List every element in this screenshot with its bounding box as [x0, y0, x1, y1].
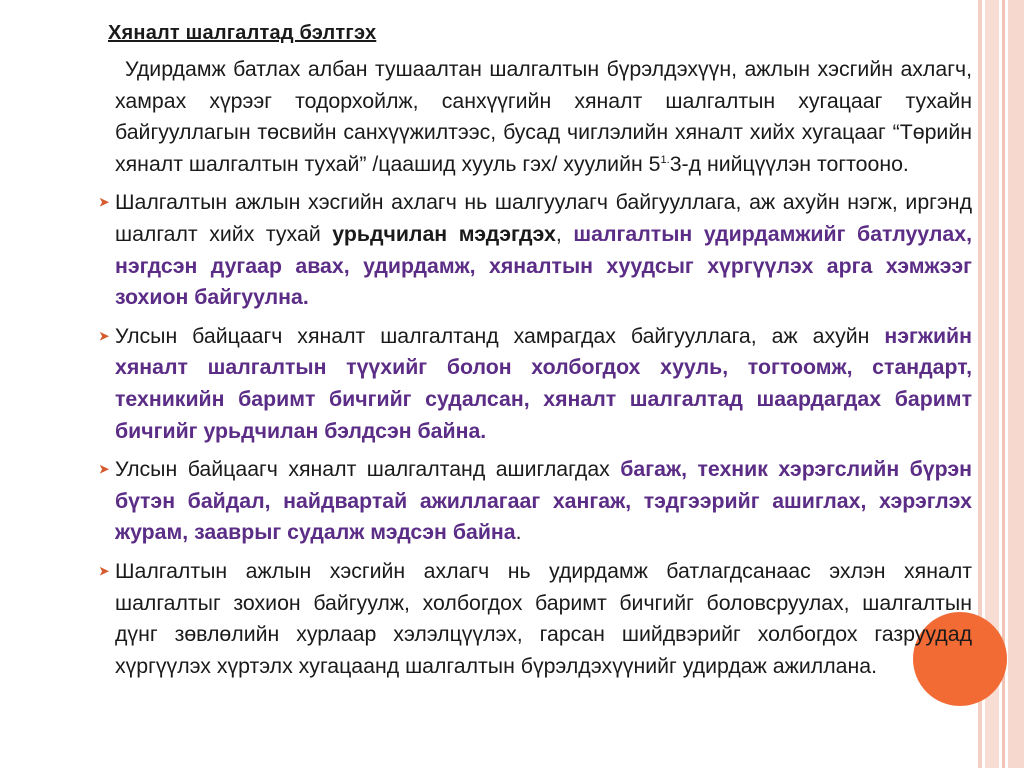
intro-text: Удирдамж батлах албан тушаалтан шалгалтын бүрэлдэхүүн, ажлын хэсгийн ахлагч, хамрах хүрээг тодорхойлж, санхүүгийн хяналт шалгалтын хугацааг тухайн байгууллагын төсвийн санхүүжилтээс, бусад чиглэлийн хяналт хийх хугацааг “Төрийн хяналт шалгалтын тухай” /цаашид хууль гэх/ хуулийн 5 — [115, 57, 972, 176]
bullet-bold-text: урьдчилан мэдэгдэх — [332, 221, 556, 246]
slide-title: Хяналт шалгалтад бэлтгэх — [108, 22, 377, 44]
bullet-text: Улсын байцаагч хяналт шалгалтанд хамрагдах байгууллага, аж ахуйн — [115, 323, 885, 348]
bullet-text: Шалгалтын ажлын хэсгийн ахлагч нь удирдамж батлагдсанаас эхлэн хяналт шалгалтыг зохион байгуулж, холбогдох баримт бичгийг боловсруулах, шалгалтын дүнг зөвлөлийн хурлаар хэлэлцүүлэх, гарсан шийдвэрийг холбогдох газруудад хүргүүлэх хүртэлх хугацаанд шалгалтын бүрэлдэхүүнийг удирдаж ажиллана. — [115, 558, 972, 678]
bullet-emphasis-text: нэгжийн хяналт шалгалтын түүхийг болон холбогдох хууль, тогтоомж, стандарт, техникийн баримт бичгийг судалсан, хяналт шалгалтад шаардагдах баримт бичгийг урьдчилан бэлдсэн байна. — [115, 323, 972, 443]
bullet-item — [99, 556, 972, 682]
bullet-emphasis-text: багаж, техник хэрэгслийн бүрэн бүтэн байдал, найдвартай ажиллагааг хангаж, тэдгээрийг ашиглах, хэрэглэх журам, зааврыг судалж мэдсэн байна — [115, 457, 972, 545]
bullet-emphasis-text: шалгалтын удирдамжийг батлуулах, нэгдсэн дугаар авах, удирдамж, хяналтын хуудсыг хүргүүлэх арга хэмжээг зохион байгуулна. — [115, 221, 972, 310]
bullet-text: , — [555, 221, 574, 246]
chevron-right-icon: ➤ — [99, 563, 110, 578]
slide-body — [99, 18, 972, 689]
intro-text-end: 3-д нийцүүлэн тогтооно. — [669, 151, 909, 176]
bullet-item — [99, 321, 972, 447]
bullet-item — [99, 187, 972, 313]
chevron-right-icon: ➤ — [99, 328, 110, 343]
chevron-right-icon: ➤ — [99, 462, 110, 477]
intro-paragraph — [108, 54, 972, 180]
intro-superscript: 1. — [660, 153, 670, 166]
chevron-right-icon: ➤ — [99, 195, 110, 210]
decor-stripe — [1008, 0, 1024, 768]
bullet-text: Шалгалтын ажлын хэсгийн ахлагч нь шалгуулагч байгууллага, аж ахуйн нэгж, иргэнд шалгалт хийх тухай — [115, 190, 972, 246]
bullet-item — [99, 454, 972, 549]
bullet-text: Улсын байцаагч хяналт шалгалтанд ашиглагдах — [115, 457, 621, 482]
bullet-text: . — [515, 520, 522, 545]
